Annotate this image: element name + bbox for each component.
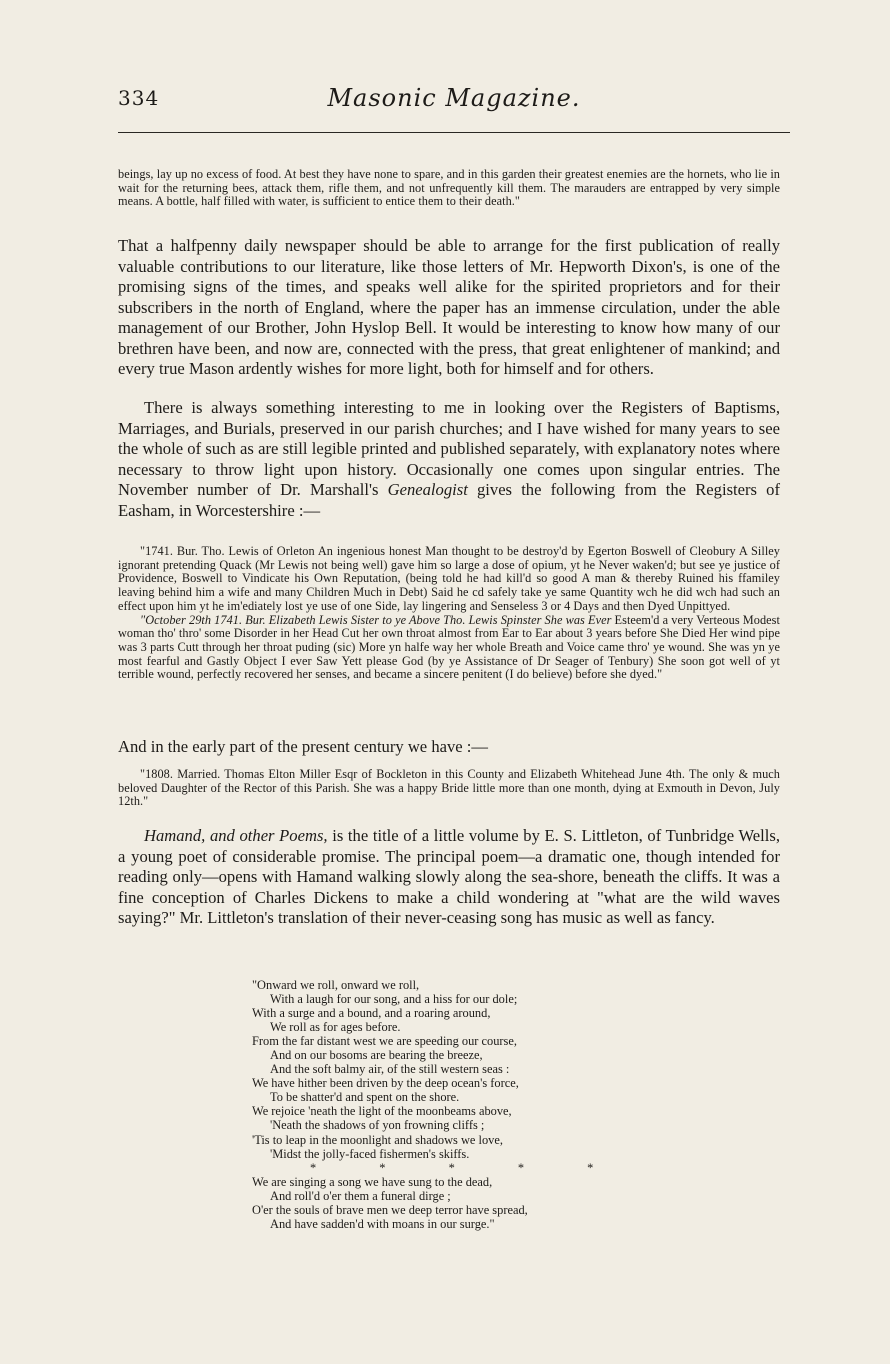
poem-line: 'Tis to leap in the moonlight and shadows we love, xyxy=(252,1132,503,1147)
poem-line: We are singing a song we have sung to the dead, xyxy=(252,1174,493,1189)
poem-line: With a surge and a bound, and a roaring around, xyxy=(252,1006,491,1021)
paragraph-century-text: And in the early part of the present century we have :— xyxy=(118,737,488,756)
paragraph-century xyxy=(118,737,780,758)
paragraph-hamand xyxy=(118,826,780,929)
poem-line: 'Midst the jolly-faced fishermen's skiffs. xyxy=(270,1146,470,1161)
quote-1741-first: "1741. Bur. Tho. Lewis of Orleton An ingenious honest Man thought to be destroy'd by Egerton Boswell of Cleobury A Silley ignorant pretending Quack (Mr Lewis not being well) gave him so large a dose of opium, yt he Never waken'd; but see ye justice of Providence, Boswell to Vindicate his Own Reputation, (being told he had kill'd so good A man & thereby Ruined his ffamiley leaving behind him a wife and many Children Much in Debt) Said he cd safely take ye same Quantity wch he did wch had such an effect upon him yt he im'ediately lost ye use of one Side, lay lingering and Senseless 3 or 4 Days and then Dyed Unpittyed. xyxy=(118,544,780,613)
poem-line: To be shatter'd and spent on the shore. xyxy=(270,1090,460,1105)
quote-1741-second xyxy=(118,614,780,683)
poem-line: With a laugh for our song, and a hiss for our dole; xyxy=(270,992,518,1007)
quote-1741-second-italic: "October 29th 1741. Bur. Elizabeth Lewis Sister to ye Above Tho. Lewis Spinster She was Ever xyxy=(140,612,612,627)
poem-line: From the far distant west we are speeding our course, xyxy=(252,1034,517,1049)
quote-1808-text: "1808. Married. Thomas Elton Miller Esqr of Bockleton in this County and Elizabeth Whitehead June 4th. The only & much beloved Daughter of the Rector of this Parish. She was a happy Bride little more than one month, dying at Exmouth in Devon, July 12th." xyxy=(118,767,780,809)
poem-separator-stars: * * * * * xyxy=(310,1160,624,1175)
paragraph-newspaper-text: That a halfpenny daily newspaper should be able to arrange for the first publication of really valuable contributions to our literature, like those letters of Mr. Hepworth Dixon's, is one of the promising signs of the times, and speaks well alike for the spirited proprietors and for their subscribers in the north of England, where the paper has an immense circulation, under the able management of our Brother, John Hyslop Bell. It would be interesting to know how many of our brethren have been, and now are, connected with the press, that great enlightener of mankind; and every true Mason ardently wishes for more light, both for himself and for others. xyxy=(118,236,780,378)
poem-line: "Onward we roll, onward we roll, xyxy=(252,978,420,992)
poem-line: We rejoice 'neath the light of the moonbeams above, xyxy=(252,1104,512,1119)
header-rule xyxy=(118,132,790,133)
poem-line: We roll as for ages before. xyxy=(270,1020,401,1035)
quote-bees-text: beings, lay up no excess of food. At best they have none to spare, and in this garden their greatest enemies are the hornets, who lie in wait for the returning bees, attack them, rifle them, and not unfrequently kill them. The marauders are entrapped by very simple means. A bottle, half filled with water, is sufficient to entice them to their death." xyxy=(118,167,780,209)
registers-text-b: gives the following from the Registers of Easham, in Worcestershire :— xyxy=(118,480,780,520)
page-number: 334 xyxy=(118,86,160,110)
poem-line: O'er the souls of brave men we deep terror have spread, xyxy=(252,1202,528,1217)
poem-line: And on our bosoms are bearing the breeze, xyxy=(270,1048,483,1063)
quote-1741-second-rest: Esteem'd a very Verteous Modest woman tho' thro' some Disorder in her Head Cut her own throat almost from Ear to Ear about 3 years before She Died Her wind pipe was 3 parts Cutt through her throat puding (sic) More yn halfe way her whole Breath and Voice came thro' ye wound. She was yn ye most fearful and Gastly Object I ever Saw Yett please God (by ye Assistance of Dr Seager of Tenbury) She soon got well of yt terrible wound, perfectly recovered her senses, and became a sincere penitent (I do believe) before she dyed." xyxy=(118,612,780,682)
poem-line: We have hither been driven by the deep ocean's force, xyxy=(252,1076,519,1091)
quote-1808 xyxy=(118,768,780,809)
registers-text-a: There is always something interesting to me in looking over the Registers of Baptisms, Marriages, and Burials, preserved in our parish churches; and I have wished for many years to see the whole of such as are still legible printed and published separately, with explanatory notes where necessary to throw light upon history. Occasionally one comes upon singular entries. The November number of Dr. Marshall's xyxy=(118,398,780,499)
paragraph-hamand-text xyxy=(118,826,780,929)
page-header xyxy=(118,86,790,126)
running-title: Masonic Magazine. xyxy=(327,84,581,112)
poem-line: 'Neath the shadows of yon frowning cliffs ; xyxy=(270,1118,485,1133)
paragraph-registers xyxy=(118,398,780,521)
paragraph-registers-text xyxy=(118,398,780,521)
poem-line: And have sadden'd with moans in our surge." xyxy=(270,1216,495,1231)
hamand-rest: is the title of a little volume by E. S. Littleton, of Tunbridge Wells, a young poet of considerable promise. The principal poem—a dramatic one, though intended for reading only—opens with Hamand walking slowly along the sea-shore, beneath the cliffs. It was a fine conception of Charles Dickens to make a child wondering at "what are the wild waves saying?" Mr. Littleton's translation of their never-ceasing song has music as well as fancy. xyxy=(118,826,780,927)
poem-line: And roll'd o'er them a funeral dirge ; xyxy=(270,1188,451,1203)
paragraph-newspaper xyxy=(118,236,780,380)
poem-line: And the soft balmy air, of the still western seas : xyxy=(270,1062,510,1077)
quote-1741 xyxy=(118,545,780,682)
poem xyxy=(252,978,672,1231)
hamand-title: Hamand, and other Poems, xyxy=(144,826,328,845)
quote-bees xyxy=(118,168,780,209)
genealogist-title: Genealogist xyxy=(387,480,468,499)
